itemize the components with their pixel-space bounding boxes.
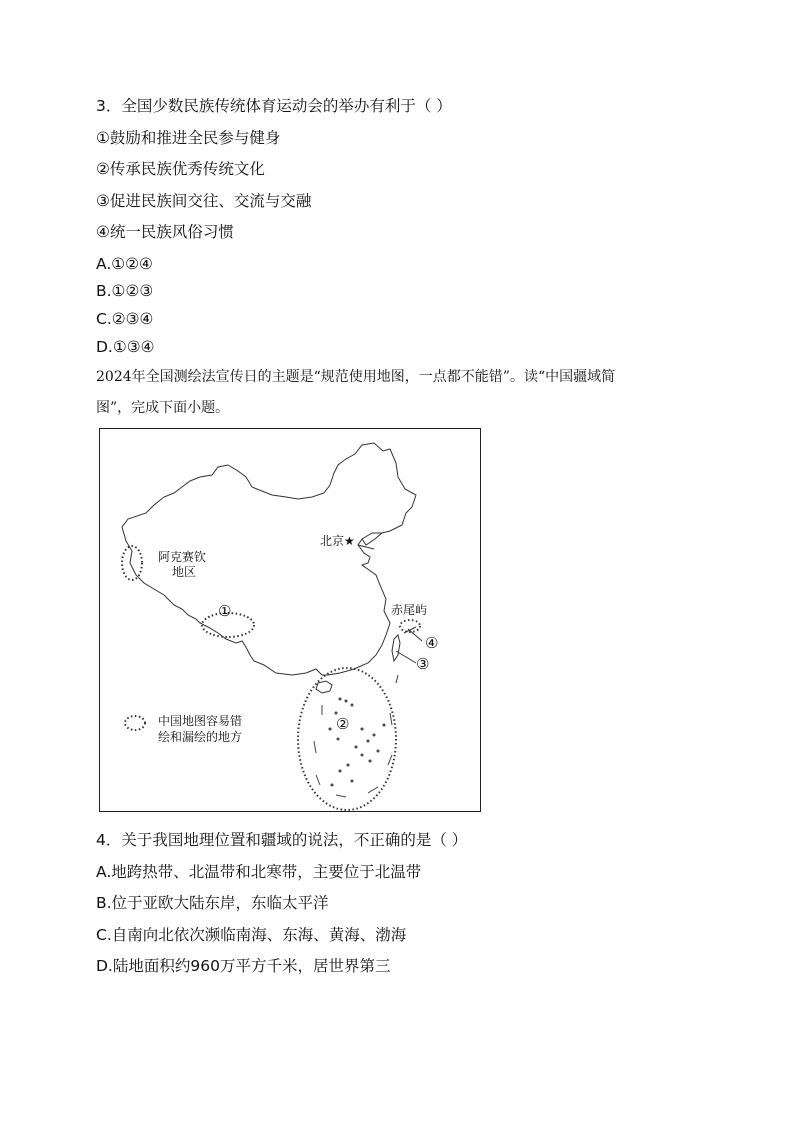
- q4-option-c: C.自南向北依次濒临南海、东海、黄海、渤海: [96, 926, 407, 944]
- q3-option-b: B.①②③: [96, 282, 154, 300]
- q3-stem: 3．全国少数民族传统体育运动会的举办有利于（ ）: [96, 97, 452, 115]
- q3-option-a: A.①②④: [96, 255, 153, 273]
- q3-item-1: ①鼓励和推进全民参与健身: [96, 129, 281, 147]
- beijing-label: 北京★: [320, 534, 355, 548]
- marker-3-leader: [396, 651, 416, 663]
- marker-1-number: ①: [218, 602, 232, 620]
- q4-stem: 4．关于我国地理位置和疆域的说法，不正确的是（ ）: [96, 831, 468, 849]
- q3-item-3: ③促进民族间交往、交流与交融: [96, 192, 312, 210]
- legend-line-2: 绘和漏绘的地方: [158, 730, 243, 744]
- taiwan-outline: [392, 635, 400, 661]
- intro-line-2: 图”，完成下面小题。: [96, 400, 230, 416]
- q3-option-c: C.②③④: [96, 310, 154, 328]
- q3-item-2: ②传承民族优秀传统文化: [96, 160, 265, 178]
- q4-option-a: A.地跨热带、北温带和北寒带，主要位于北温带: [96, 863, 422, 881]
- china-territory-map: [99, 428, 481, 812]
- south-china-sea-ellipse: [298, 668, 396, 810]
- dotted-markers: [122, 546, 420, 810]
- legend-ellipse: [125, 716, 145, 730]
- china-outline-drawing: [100, 429, 482, 813]
- bohai-coast: [358, 533, 382, 549]
- q3-option-d: D.①③④: [96, 338, 155, 356]
- aksai-chin-label-line-2: 地区: [172, 565, 197, 579]
- legend-line-1: 中国地图容易错: [158, 714, 243, 728]
- hainan-outline: [316, 681, 332, 693]
- marker-2-number: ②: [336, 715, 350, 733]
- marker-4-leader: [408, 629, 422, 641]
- q3-item-4: ④统一民族风俗习惯: [96, 223, 234, 241]
- intro-line-1: 2024年全国测绘法宣传日的主题是“规范使用地图，一点都不能错”。读“中国疆域简: [96, 369, 616, 385]
- aksai-chin-label-line-1: 阿克赛钦: [158, 550, 207, 564]
- marker-3-number: ③: [416, 655, 430, 673]
- marker-4-number: ④: [425, 634, 439, 652]
- chiwei-label: 赤尾屿: [391, 603, 428, 617]
- q4-option-d: D.陆地面积约960万平方千米，居世界第三: [96, 957, 391, 975]
- q4-option-b: B.位于亚欧大陆东岸，东临太平洋: [96, 894, 329, 912]
